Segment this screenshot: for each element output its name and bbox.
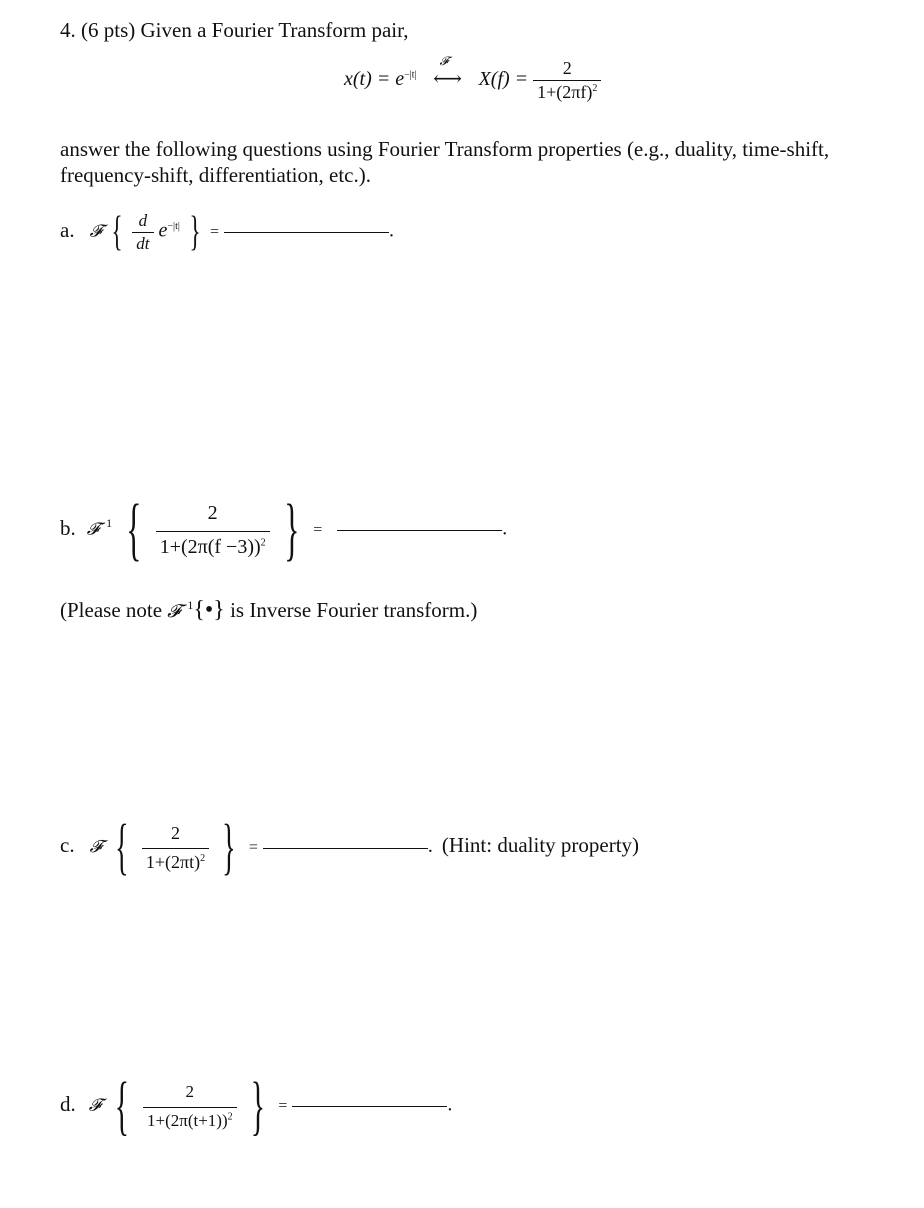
answer-blank-c[interactable]: [263, 847, 428, 849]
part-d-denominator: $1+(2\pi(t+1))^2$: [143, 1107, 237, 1131]
fourier-operator: 𝓕: [88, 1095, 102, 1116]
fourier-operator: 𝓕: [89, 221, 103, 242]
note-operator: 𝓕: [167, 601, 181, 622]
left-brace: {: [115, 1069, 130, 1142]
intro-line-2: frequency-shift, differentiation, etc.).: [60, 163, 371, 187]
note-prefix: (Please note: [60, 598, 163, 622]
pair-numerator: 2: [562, 58, 572, 78]
derivative-numerator: d: [138, 210, 148, 230]
equals-sign: =: [210, 223, 220, 241]
inverse-fourier-operator: 𝓕: [86, 519, 100, 540]
derivative-fraction: [132, 211, 153, 254]
part-d: [60, 1068, 452, 1144]
part-b: [60, 490, 507, 570]
part-b-period: .: [502, 517, 508, 540]
fourier-operator: 𝓕: [89, 837, 103, 858]
pair-rhs: X(f) =: [478, 68, 529, 91]
part-c: [60, 812, 639, 883]
right-brace: }: [250, 1069, 265, 1142]
part-b-denominator: $1+(2\pi(f -3))^2$: [156, 531, 270, 559]
answer-blank-d[interactable]: [292, 1105, 447, 1107]
part-d-label: d.: [60, 1091, 76, 1116]
right-brace: }: [283, 491, 300, 568]
equals-sign: =: [248, 839, 258, 857]
answer-blank-b[interactable]: [337, 529, 502, 531]
arrow-label: 𝓕: [439, 54, 449, 69]
duality-hint: (Hint: duality property): [441, 833, 640, 858]
derivative-denominator: dt: [132, 232, 153, 254]
part-c-numerator: 2: [171, 822, 180, 843]
problem-header: 4. (6 pts) Given a Fourier Transform pair,: [60, 18, 409, 42]
part-b-label: b.: [60, 515, 76, 540]
part-a-label: a.: [60, 217, 75, 242]
part-b-fraction: [156, 502, 270, 559]
part-a: [60, 208, 394, 256]
part-c-denominator: $1+(2\pi t)^2$: [142, 848, 209, 873]
intro-line-1: answer the following questions using Fourier Transform properties (e.g., duality, time-shift,: [60, 137, 830, 161]
part-c-fraction: [142, 823, 209, 873]
pair-denominator: $1+(2\pi f)^2$: [533, 80, 601, 103]
transform-arrow: [422, 54, 474, 91]
note-exponent: −1: [180, 598, 194, 612]
left-brace: {: [126, 491, 142, 568]
left-brace: {: [111, 209, 123, 255]
pair-fraction: [533, 58, 601, 103]
equals-sign: =: [313, 521, 323, 539]
part-c-label: c.: [60, 833, 75, 858]
right-brace: }: [189, 209, 201, 255]
part-d-fraction: [143, 1082, 237, 1131]
pair-lhs: x(t) = e: [344, 68, 405, 91]
note-argument: {•}: [193, 597, 225, 623]
left-brace: {: [115, 813, 129, 881]
equals-sign: =: [278, 1097, 288, 1115]
part-d-period: .: [447, 1093, 453, 1116]
double-arrow-icon: ⟷: [433, 68, 462, 91]
note-suffix: is Inverse Fourier transform.): [230, 598, 478, 622]
part-a-period: .: [389, 219, 395, 242]
inverse-exponent: −1: [99, 515, 113, 530]
answer-blank-a[interactable]: [224, 231, 389, 233]
part-c-period: .: [427, 835, 433, 858]
part-d-numerator: 2: [185, 1081, 195, 1101]
part-b-numerator: 2: [207, 501, 218, 524]
fourier-pair-equation: [344, 54, 601, 103]
part-a-body: e: [158, 219, 168, 242]
pair-lhs-exponent: −|t|: [404, 69, 417, 81]
right-brace: }: [222, 813, 236, 881]
part-a-exponent: −|t|: [167, 220, 180, 232]
inverse-transform-note: [60, 592, 477, 625]
